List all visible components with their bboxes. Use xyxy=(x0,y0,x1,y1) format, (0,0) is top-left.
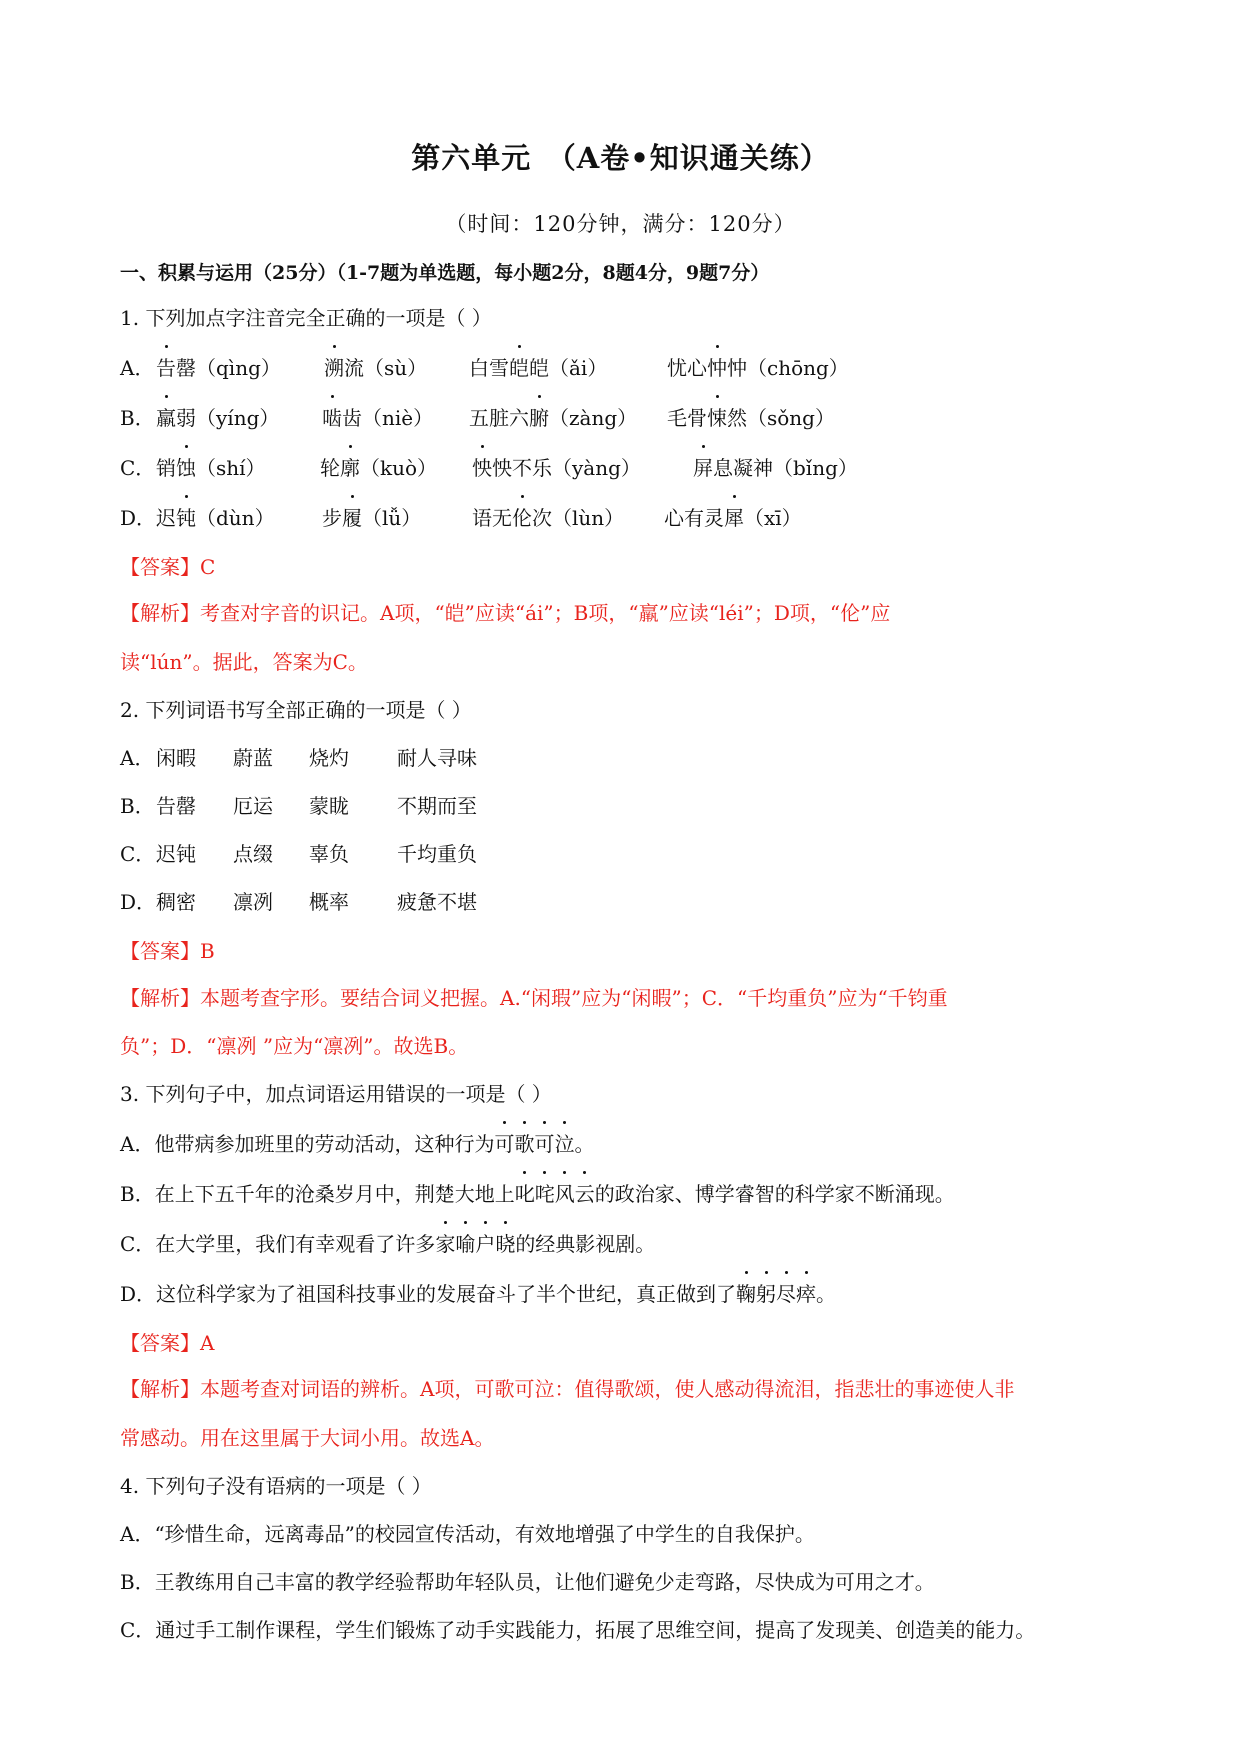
q1-answer: 【答案】C xyxy=(120,555,216,579)
option-item: 轮廓（kuò） xyxy=(320,452,437,481)
q4-stem: 4. 下列句子没有语病的一项是（ ） xyxy=(120,1474,432,1498)
q3-option-b: B．在上下五千年的沧桑岁月中，荆楚大地上叱咤风云的政治家、博学睿智的科学家不断涌现。 xyxy=(120,1178,955,1207)
q4-option-b: B．王教练用自己丰富的教学经验帮助年轻队员，让他们避免少走弯路，尽快成为可用之才。 xyxy=(120,1570,935,1594)
option-item: 烧灼 xyxy=(309,746,349,770)
option-item: 不期而至 xyxy=(397,794,477,818)
q3-answer: 【答案】A xyxy=(120,1331,215,1355)
option-label: C． xyxy=(120,456,156,480)
option-item-rest: 罄（qìng） xyxy=(176,356,281,380)
q2-stem: 2. 下列词语书写全部正确的一项是（ ） xyxy=(120,698,472,722)
option-label: A． xyxy=(120,746,155,770)
dotted-phrase: 鞠躬尽瘁 xyxy=(736,1282,816,1306)
option-item: 概率 xyxy=(309,890,349,914)
option-item: 告罄（qìng） xyxy=(156,352,281,381)
option-item: 稠密 xyxy=(156,890,196,914)
option-item: 毛骨悚然（sǒng） xyxy=(667,402,835,431)
option-item: 闲暇 xyxy=(156,746,196,770)
q1-stem: 1. 下列加点字注音完全正确的一项是（ ） xyxy=(120,306,492,330)
option-item: 忧心忡忡（chōng） xyxy=(667,352,849,381)
option-item: 迟钝 xyxy=(156,842,196,866)
q3-option-c: C．在大学里，我们有幸观看了许多家喻户晓的经典影视剧。 xyxy=(120,1228,655,1257)
option-item: 蒙眬 xyxy=(309,794,349,818)
option-item: 点缀 xyxy=(233,842,273,866)
page-title: 第六单元 （A卷•知识通关练） xyxy=(411,141,830,175)
dotted-phrase: 叱咤风云 xyxy=(515,1182,595,1206)
option-item: 耐人寻味 xyxy=(397,746,477,770)
option-item: 溯流（sù） xyxy=(324,352,427,381)
option-label: B． xyxy=(120,794,155,818)
option-item: 告罄 xyxy=(156,794,196,818)
q2-analysis-cont: 负”；D．“凛冽 ”应为“凛冽”。故选B。 xyxy=(120,1034,469,1058)
option-item: 白雪皑皑（ǎi） xyxy=(469,352,607,381)
option-item: 千均重负 xyxy=(397,842,477,866)
q4-option-a: A．“珍惜生命，远离毒品”的校园宣传活动，有效地增强了中学生的自我保护。 xyxy=(120,1522,815,1546)
option-label: D． xyxy=(120,506,157,530)
option-item: 销蚀（shí） xyxy=(156,452,266,481)
q3-stem: 3. 下列句子中，加点词语运用错误的一项是（ ） xyxy=(120,1082,552,1106)
q2-analysis: 【解析】本题考查字形。要结合词义把握。A.“闲瑕”应为“闲暇”；C．“千均重负”应为“千钧重 xyxy=(120,986,948,1010)
option-item: 语无伦次（lùn） xyxy=(472,502,624,531)
q3-analysis: 【解析】本题考查对词语的辨析。A项，可歌可泣：值得歌颂，使人感动得流泪，指悲壮的事迹使人非 xyxy=(120,1377,1015,1401)
section-heading: 一、积累与运用（25分）（1-7题为单选题，每小题2分，8题4分，9题7分） xyxy=(120,262,770,284)
option-label: C． xyxy=(120,842,156,866)
q2-answer: 【答案】B xyxy=(120,939,215,963)
option-item: 五脏六腑（zàng） xyxy=(469,402,637,431)
option-label: A． xyxy=(120,356,155,380)
option-item: 疲惫不堪 xyxy=(397,890,477,914)
q4-option-c: C．通过手工制作课程，学生们锻炼了动手实践能力，拓展了思维空间，提高了发现美、创造美的能力。 xyxy=(120,1618,1036,1642)
option-item: 啮齿（niè） xyxy=(322,402,433,431)
dotted-phrase: 可歌可泣 xyxy=(494,1132,574,1156)
option-label: B． xyxy=(120,406,155,430)
q3-option-a: A．他带病参加班里的劳动活动，这种行为可歌可泣。 xyxy=(120,1128,594,1157)
option-label: D． xyxy=(120,890,157,914)
dotted-phrase: 家喻户晓 xyxy=(435,1232,515,1256)
q1-analysis-cont: 读“lún”。据此，答案为C。 xyxy=(120,650,368,674)
option-item: 蔚蓝 xyxy=(233,746,273,770)
option-item: 怏怏不乐（yàng） xyxy=(472,452,641,481)
q3-analysis-cont: 常感动。用在这里属于大词小用。故选A。 xyxy=(120,1426,495,1450)
q3-option-d: D．这位科学家为了祖国科技事业的发展奋斗了半个世纪，真正做到了鞠躬尽瘁。 xyxy=(120,1278,836,1307)
option-item: 厄运 xyxy=(233,794,273,818)
option-item: 屏息凝神（bǐng） xyxy=(693,452,858,481)
option-item: 迟钝（dùn） xyxy=(156,502,275,531)
option-item: 心有灵犀（xī） xyxy=(664,502,802,531)
option-item: 步履（lǚ） xyxy=(322,502,421,531)
exam-info: （时间：120分钟，满分：120分） xyxy=(445,212,796,236)
q1-analysis: 【解析】考查对字音的识记。A项，“皑”应读“ái”；B项，“羸”应读“léi”；D项，“伦”应 xyxy=(120,601,891,625)
option-item: 辜负 xyxy=(309,842,349,866)
option-item: 凛冽 xyxy=(233,890,273,914)
option-item: 羸弱（yíng） xyxy=(156,402,279,431)
